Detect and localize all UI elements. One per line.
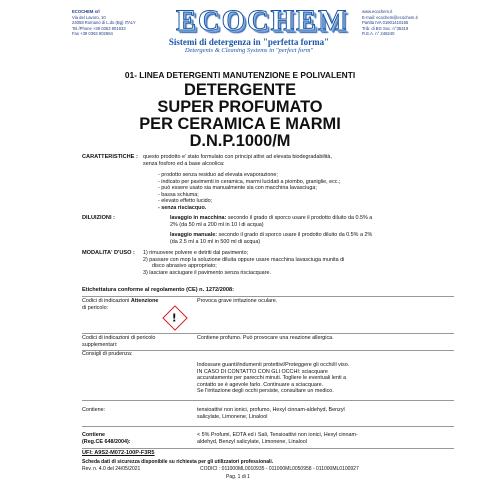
features-intro <box>143 154 463 167</box>
precautionary-line: IN CASO DI CONTATTO CON GLI OCCHI: sciacquare <box>197 368 328 375</box>
company-name: ECOCHEM srl <box>72 9 100 14</box>
revision-info: Rev. n. 4.0 del 24/05/2021 <box>82 466 141 472</box>
hazard-codes-label-text: Codici di indicazioni <box>82 298 131 304</box>
usage-step: 3) lasciare asciugare il pavimento senza risciacquare. <box>143 269 271 276</box>
features-list <box>158 172 458 212</box>
email-link[interactable]: E-mail: ecochem@ecochem.it <box>362 14 418 20</box>
detergent-reg-line: < 5% Profumi, EDTA ed i Sali, Tensioattivi non ionici, Hexyl cinnam- <box>197 432 358 438</box>
divider <box>82 426 454 427</box>
tagline-italian: Sistemi di detergenza in "perfetta forma" <box>168 37 330 47</box>
sds-note: Scheda dati di sicurezza disponibile su richiesta per gli utilizzatori professionali. <box>82 459 274 465</box>
rea-number: R.E.A. n° 246240 <box>362 31 395 37</box>
dilution-machine-text: secondo il grado di sporco usare il prodotto diluito da 0.5% a <box>226 215 373 221</box>
features-label: CARATTERISTICHE : <box>82 154 138 160</box>
precautionary-statements <box>197 362 457 395</box>
ecochem-logo: ECOCHEM <box>176 4 349 37</box>
website-link[interactable]: www.ecochem.it <box>362 9 393 14</box>
usage-label: MODALITA' D'USO : <box>82 250 135 256</box>
supplementary-statement: Contiene profumo. Può provocare una reazione allergica. <box>197 335 334 341</box>
feature-item: - senza risciacquo. <box>158 205 458 212</box>
contains-text <box>197 407 457 420</box>
company-info <box>72 9 172 37</box>
page-number: Pag. 1 di 1 <box>226 474 250 480</box>
tagline-english: Detergents & Cleaning Systems in "perfect form" <box>184 47 314 54</box>
dilution-manual-text: secondo il grado di sporco usare il prodotto diluito da 0.5% a 2% <box>217 232 373 238</box>
dilution-machine <box>170 215 465 228</box>
feature-item: - prodotto senza residuo ad elevata evaporazione; <box>158 172 458 179</box>
court-registration: Trib. di BG Soc. n°35319 <box>362 25 409 31</box>
company-phone: Tel./Phone +39 0363 901933 <box>72 25 126 31</box>
product-line-heading: 01- LINEA DETERGENTI MANUTENZIONE E POLIVALENTI <box>124 70 356 80</box>
signal-word: Attenzione <box>130 298 159 304</box>
dilution-machine-text-2: 2% (da 50 ml a 200 ml in 10 l di acqua) <box>170 221 264 228</box>
product-code-title: D.N.P.1000/M <box>189 132 291 150</box>
product-codes: CODICI : 011000ML0010935 - 011000ML0050958 - 011000ML0100927 <box>200 466 359 472</box>
dilution-label: DILUIZIONI : <box>82 215 115 221</box>
ufi-code: UFI: A9S2-M072-100P-F3R5 <box>82 450 155 456</box>
company-contacts <box>362 9 474 37</box>
precautionary-line: accuratamente per parecchi minuti. Togliere le eventuali lenti a <box>197 375 347 381</box>
contains-line: tensioattivi non ionici, profumo, Hexyl cinnam-aldehyd, Benzyl <box>197 407 345 413</box>
usage-step: disco abrasivo appropriato; <box>143 263 217 269</box>
precautionary-label: Consigli di prudenza: <box>82 351 133 357</box>
supplementary-codes-label-text: Codici di indicazioni di pericolo <box>82 335 156 341</box>
divider <box>82 400 454 401</box>
vat-number: Partita IVA 01901410165 <box>362 20 409 26</box>
labelling-heading: Etichettatura conforme al regolamento (CE) n. 1272/2008: <box>82 287 235 293</box>
hazard-codes-label-text-2: di pericolo: <box>82 304 109 311</box>
feature-item: - può essere usato sia manualmente sia con macchina lavasciuga; <box>158 185 458 192</box>
feature-item: - elevato effetto lucido; <box>158 198 458 205</box>
dilution-manual <box>170 232 465 245</box>
detergent-reg-label <box>82 432 192 445</box>
product-title-line-3: PER CERAMICA E MARMI <box>139 115 341 133</box>
ghs-exclamation-mark: ! <box>172 311 178 325</box>
contains-label: Contiene: <box>82 407 106 413</box>
dilution-manual-text-2: (da 2.5 ml a 10 ml in 500 ml di acqua) <box>170 238 261 245</box>
features-intro-line-2: senza fosforo ed a base alcoolica: <box>143 160 225 167</box>
features-intro-line-1: questo prodotto e' stato formulato con principi attivi ad elevata biodegradabilità, <box>143 154 332 160</box>
product-title-line-2: SUPER PROFUMATO <box>157 98 323 116</box>
supplementary-codes-label-text-2: supplementari: <box>82 341 118 348</box>
company-fax: Fax +39 0363 902664 <box>72 31 113 37</box>
detergent-reg-label-text: Contiene <box>82 432 106 438</box>
precautionary-line: Se l'irritazione degli occhi persiste, consultare un medico. <box>197 388 334 394</box>
contains-line: salicylate, Limonene, Linalool <box>197 413 268 420</box>
company-address: Via del Lavoro, 10 <box>72 14 106 20</box>
feature-item: - indicato per pavimenti in ceramica, marmi lucidati a piombo, graniglie, ecc.; <box>158 179 458 186</box>
dilution-machine-title: lavaggio in macchina: <box>170 215 227 221</box>
company-city: 24058 Romano di L.do (Bg) ITALY <box>72 20 136 26</box>
supplementary-codes-label <box>82 335 192 348</box>
divider <box>82 296 454 297</box>
hazard-statement: Provoca grave irritazione oculare. <box>197 298 278 304</box>
usage-step: 2) passare con mop la soluzione diluita oppure usare macchina lavasciuga munita di <box>143 256 345 263</box>
feature-item: - bassa schiuma; <box>158 192 458 199</box>
precautionary-line: contatto se è agevole farlo. Continuare a sciacquare. <box>197 381 324 388</box>
precautionary-line: Indossare guanti/indumenti protettivi/Proteggere gli occhi/il viso. <box>197 362 350 368</box>
divider <box>82 448 454 449</box>
divider <box>82 333 454 334</box>
product-title-line-1: DETERGENTE <box>183 81 296 99</box>
usage-steps <box>143 250 463 276</box>
detergent-reg-line: aldehyd, Benzyl salicylate, Limonene, Linalool <box>197 438 307 445</box>
detergent-reg-label-text-2: (Reg.CE 648/2004): <box>82 438 131 445</box>
detergent-reg-text <box>197 432 462 445</box>
usage-step: 1) rimuovere polvere e detriti dal pavimento; <box>143 250 249 256</box>
dilution-manual-title: lavaggio manuale: <box>170 232 218 238</box>
